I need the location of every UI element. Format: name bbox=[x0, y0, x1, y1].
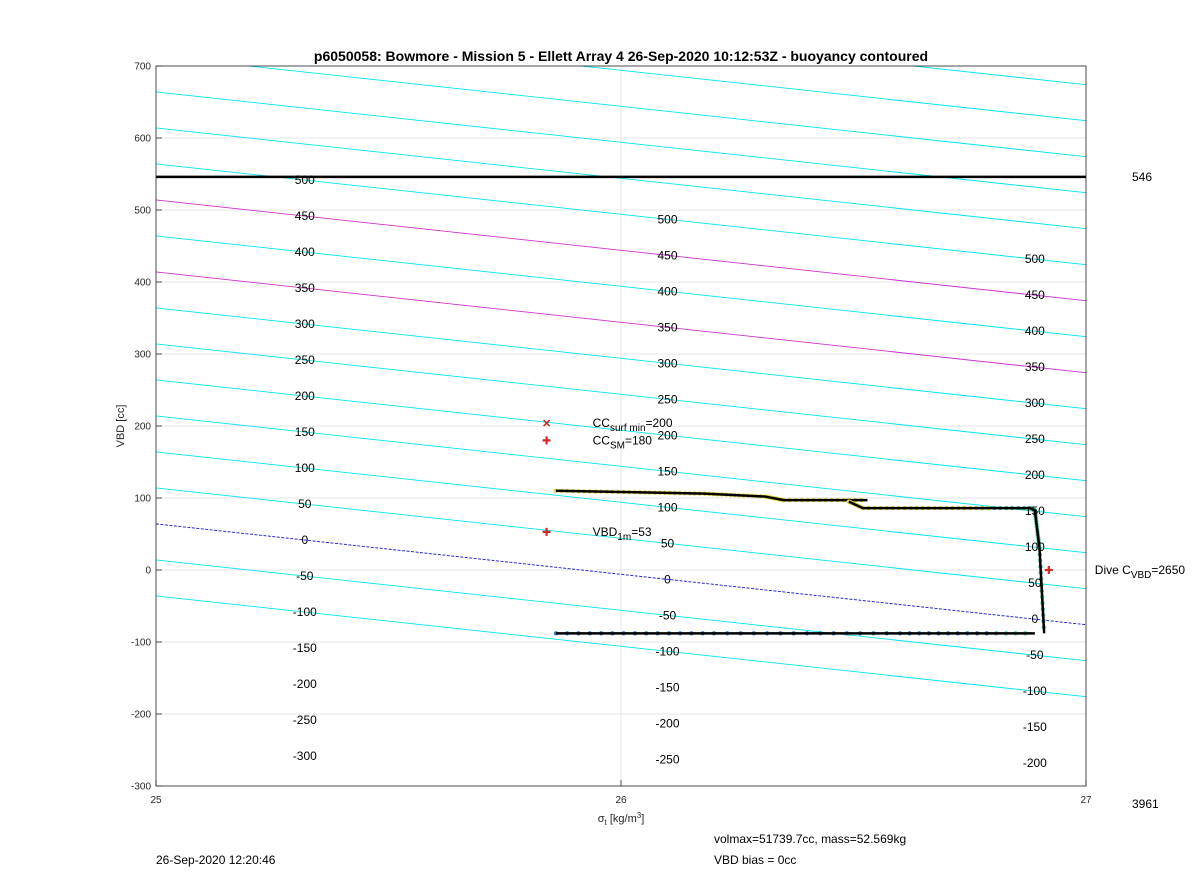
data-series bbox=[554, 489, 1046, 636]
contour-label: 0 bbox=[1031, 612, 1039, 627]
contour-label: -300 bbox=[292, 749, 317, 764]
contour-label: 300 bbox=[294, 317, 315, 332]
chart-title: p6050058: Bowmore - Mission 5 - Ellett Array 4 26-Sep-2020 10:12:53Z - buoyancy contoured bbox=[313, 48, 929, 64]
contour-label: -150 bbox=[655, 680, 680, 695]
marker-label: $VBD_{1m}=53$ bbox=[592, 524, 652, 543]
contour-label: -100 bbox=[292, 605, 317, 620]
contour-label: 150 bbox=[294, 425, 315, 440]
footer-vbd-bias: VBD bias = 0cc bbox=[714, 853, 797, 867]
contour-label: 100 bbox=[1024, 540, 1045, 555]
contour-label: 250 bbox=[1024, 432, 1045, 447]
x-tick-label: 25 bbox=[150, 795, 162, 806]
contour-label: 50 bbox=[298, 497, 312, 512]
series-line bbox=[849, 502, 1044, 634]
y-tick-label: -200 bbox=[130, 709, 151, 721]
contour-label: -150 bbox=[292, 641, 317, 656]
y-tick-label: 500 bbox=[134, 205, 151, 217]
contour-label: -150 bbox=[1022, 720, 1047, 735]
contour-label: -50 bbox=[296, 569, 314, 584]
footer-volmax: volmax=51739.7cc, mass=52.569kg bbox=[714, 832, 907, 846]
contour-label: 250 bbox=[294, 353, 315, 368]
footer-timestamp: 26-Sep-2020 12:20:46 bbox=[156, 853, 276, 867]
contour-label: -250 bbox=[292, 713, 317, 728]
contour-label: 450 bbox=[1024, 288, 1045, 303]
y-tick-label: -100 bbox=[130, 637, 151, 649]
contour-label: 0 bbox=[301, 533, 309, 548]
contour-label: 100 bbox=[657, 500, 678, 515]
contour-label: 50 bbox=[660, 536, 675, 551]
contour-line bbox=[156, 0, 1086, 49]
contour-label: 150 bbox=[657, 464, 678, 479]
contour-label: -200 bbox=[655, 716, 680, 731]
contour-label: 200 bbox=[294, 389, 315, 404]
y-tick-label: 100 bbox=[134, 493, 151, 505]
x-axis-label: $\sigma_t$ $[kg/m^3]$ bbox=[597, 811, 645, 827]
contour-label: 350 bbox=[294, 281, 315, 296]
y-tick-label: 400 bbox=[134, 277, 151, 289]
contour-label: 150 bbox=[1024, 504, 1045, 519]
y-tick-label: 0 bbox=[145, 565, 151, 577]
contour-label: -50 bbox=[658, 608, 677, 623]
marker-plus bbox=[543, 528, 551, 536]
contour-label: -100 bbox=[1022, 684, 1047, 699]
contour-label: 400 bbox=[657, 284, 678, 299]
y-tick-label: -300 bbox=[130, 781, 151, 793]
contour-label: 450 bbox=[294, 209, 315, 224]
contour-label: 100 bbox=[294, 461, 315, 476]
y-tick-label: 600 bbox=[134, 133, 151, 145]
contour-label: 400 bbox=[294, 245, 315, 260]
reference-line-label: 546 bbox=[1132, 169, 1153, 184]
contour-label: 0 bbox=[664, 572, 671, 587]
contour-label: -100 bbox=[655, 644, 680, 659]
marker-label: $CC_{SM}=180$ bbox=[592, 433, 652, 452]
y-tick-label: 700 bbox=[134, 61, 151, 73]
marker-label: Dive $C_{VBD}=2650$ bbox=[1094, 563, 1186, 581]
contour-label: 50 bbox=[1028, 576, 1042, 591]
contour-label: -50 bbox=[1026, 648, 1044, 663]
contour-label: 350 bbox=[657, 320, 678, 335]
x-tick-label: 27 bbox=[1080, 795, 1092, 806]
marker-plus bbox=[1045, 566, 1053, 574]
marker-plus bbox=[543, 436, 551, 444]
contour-label: 350 bbox=[1024, 360, 1045, 375]
contour-label: -250 bbox=[655, 752, 680, 767]
y-tick-label: 300 bbox=[134, 349, 151, 361]
contour-label: 200 bbox=[1024, 468, 1045, 483]
contour-label: -200 bbox=[1022, 756, 1047, 771]
y-tick-label: 200 bbox=[134, 421, 151, 433]
contour-label: 400 bbox=[1024, 324, 1045, 339]
x-tick-label: 26 bbox=[615, 795, 627, 806]
contour-label: 200 bbox=[657, 428, 678, 443]
contour-label: 500 bbox=[657, 212, 678, 227]
contour-label: -200 bbox=[292, 677, 317, 692]
contour-label: 500 bbox=[294, 173, 315, 188]
contour-label: 250 bbox=[657, 392, 678, 407]
corner-label: 3961 bbox=[1132, 797, 1159, 811]
marker-label: $CC_{surf min}=200$ bbox=[592, 416, 673, 435]
contour-label: 300 bbox=[1024, 396, 1045, 411]
contour-label: 300 bbox=[657, 356, 678, 371]
y-axis-label: VBD [cc] bbox=[115, 404, 127, 448]
contour-label: 450 bbox=[657, 248, 678, 263]
markers bbox=[543, 416, 1186, 581]
contour-label: 500 bbox=[1024, 252, 1045, 267]
marker-x bbox=[544, 420, 550, 426]
